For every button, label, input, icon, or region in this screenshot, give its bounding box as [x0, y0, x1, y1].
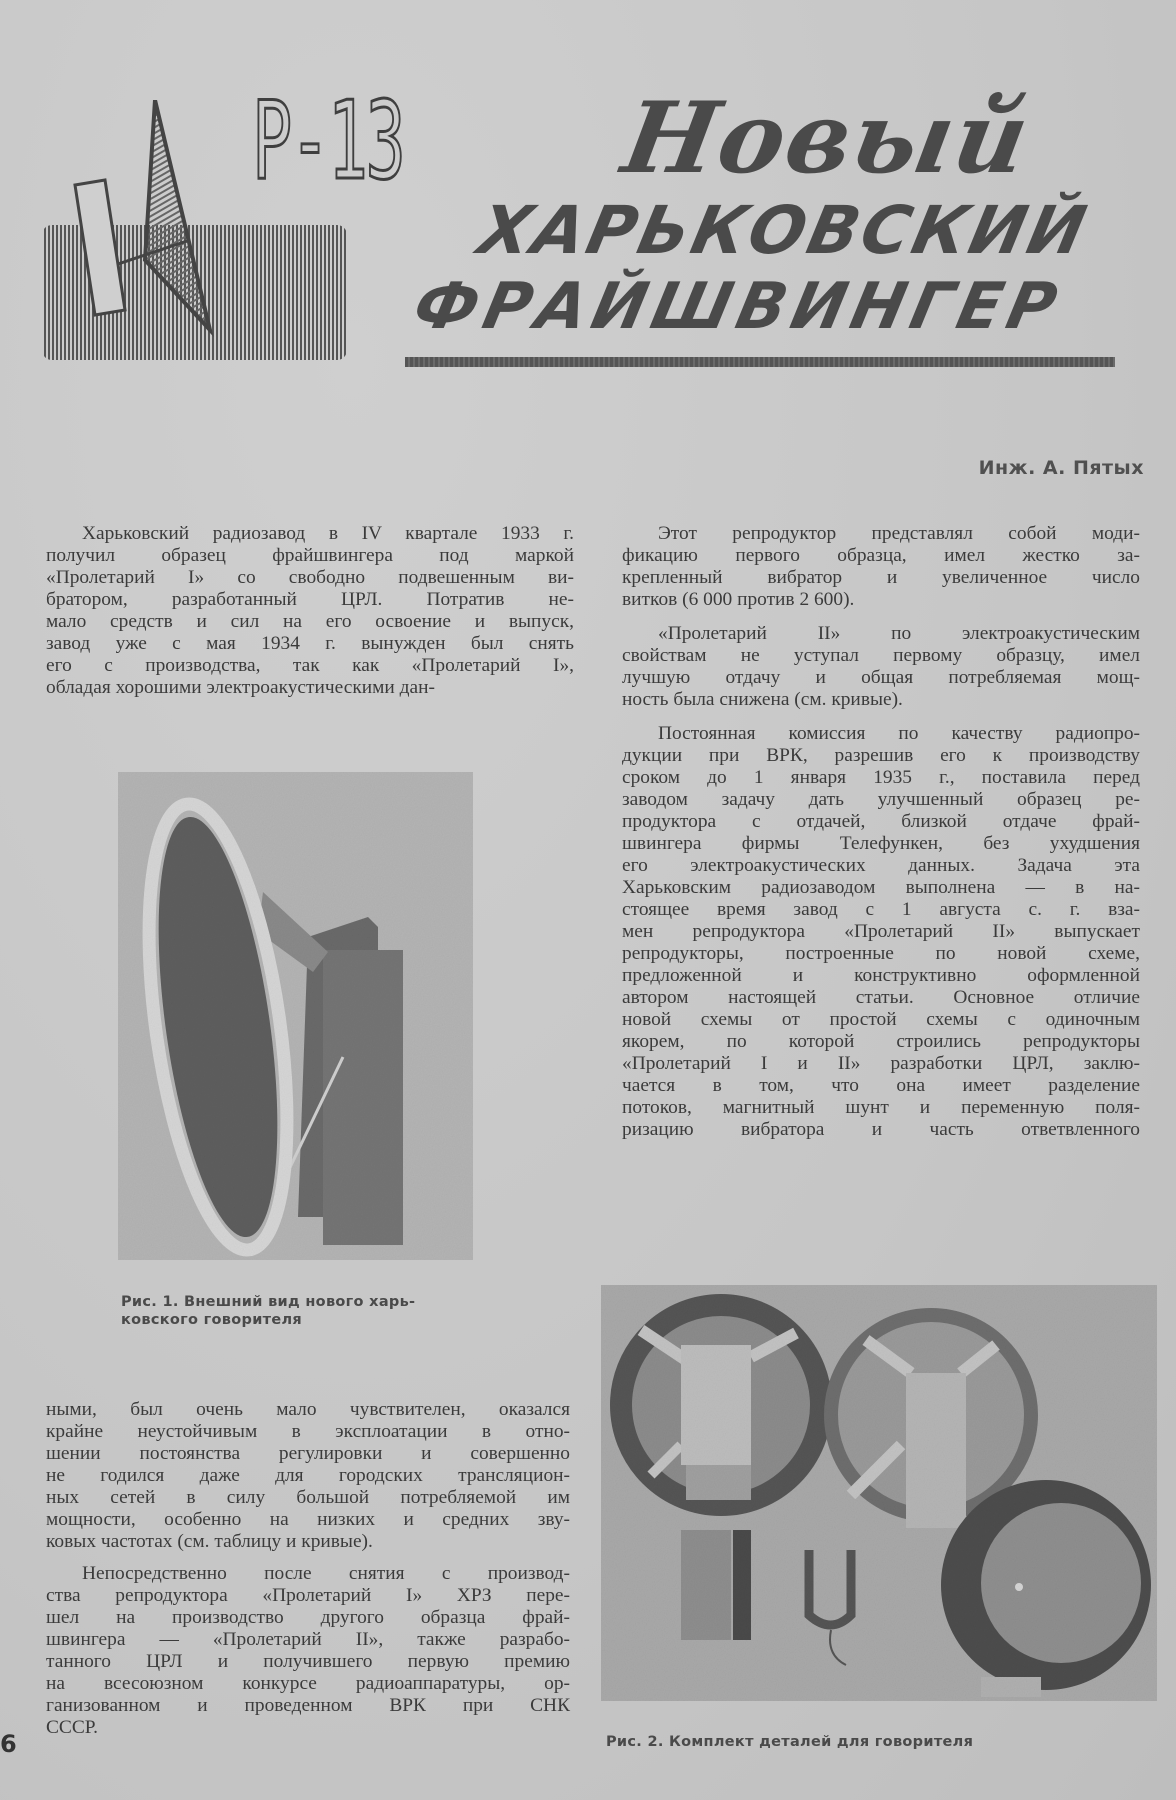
left-column-bottom — [46, 1399, 570, 1749]
text-line: Харьковский радиозавод в IV квартале 1933 г. — [82, 523, 574, 544]
text-line: шении постоянства регулировки и совершенно — [46, 1443, 570, 1464]
text-line: крайне неустойчивым в эксплоатации в отно- — [46, 1421, 570, 1442]
text-line: танного ЦРЛ и получившего первую премию — [46, 1651, 570, 1672]
text-line: ных сетей в силу большой потребляемой им — [46, 1487, 570, 1508]
text-line: ность была снижена (см. кривые). — [622, 689, 903, 710]
magnet-block-left — [681, 1345, 751, 1465]
text-line: автором настоящей статьи. Основное отличие — [622, 987, 1140, 1008]
text-line: ковых частотах (см. таблицу и кривые). — [46, 1531, 373, 1552]
text-line: Харьковским радиозаводом выполнена — в на- — [622, 877, 1140, 898]
paragraph — [622, 723, 1140, 1141]
text-line: лучшую отдачу и общая потребляемая мощ- — [622, 667, 1140, 688]
text-line: витков (6 000 против 2 600). — [622, 589, 855, 610]
caption-line: Рис. 1. Внешний вид нового харь- — [121, 1294, 416, 1310]
text-line: получил образец фрайшвингера под маркой — [46, 545, 574, 566]
text-line: сроком до 1 января 1935 г., поставила перед — [622, 767, 1140, 788]
armature-bar — [733, 1530, 751, 1640]
text-line: не годился даже для городских трансляцион- — [46, 1465, 570, 1486]
text-line: мен репродуктора «Пролетарий II» выпускает — [622, 921, 1140, 942]
caption-line: ковского говорителя — [121, 1312, 303, 1328]
text-line: крепленный вибратор и увеличенное число — [622, 567, 1140, 588]
text-line: шел на производство другого образца фрай- — [46, 1607, 570, 1628]
text-line: его с производства, так как «Пролетарий I», — [46, 655, 574, 676]
magnet-box — [323, 950, 403, 1245]
left-column-top — [46, 523, 574, 699]
text-line: Этот репродуктор представлял собой моди- — [658, 523, 1140, 544]
text-line: ными, был очень мало чувствителен, оказался — [46, 1399, 570, 1420]
paragraph — [46, 1563, 570, 1739]
text-line: «Пролетарий I» со свободно подвешенным ви- — [46, 567, 574, 588]
text-line: братором, разработанный ЦРЛ. Потратив не- — [46, 589, 574, 610]
text-line: предложенной и конструктивно оформленной — [622, 965, 1140, 986]
text-line: мощности, особенно на низких и средних зву- — [46, 1509, 570, 1530]
title-underline-rule — [405, 357, 1115, 367]
paragraph — [622, 523, 1140, 611]
title-line-2: ХАРЬКОВСКИЙ — [471, 192, 1096, 269]
text-line: мало средств и сил на его освоение и выпуск, — [46, 611, 574, 632]
pole-piece — [681, 1530, 731, 1640]
paragraph — [46, 523, 574, 699]
text-line: ризацию вибратора и часть ответвленного — [622, 1119, 1140, 1140]
text-line: «Пролетарий II» по электроакустическим — [658, 623, 1140, 644]
text-line: завод уже с мая 1934 г. вынужден был снять — [46, 633, 574, 654]
paragraph — [622, 623, 1140, 711]
text-line: чается в том, что она имеет разделение — [622, 1075, 1140, 1096]
text-line: на всесоюзном конкурсе радиоаппаратуры, ор- — [46, 1673, 570, 1694]
magnet-block-right — [906, 1373, 966, 1528]
text-line: заводом задачу дать улучшенный образец ре- — [622, 789, 1140, 810]
text-line: новой схемы от простой схемы с одиночным — [622, 1009, 1140, 1030]
author-byline: Инж. А. Пятых — [978, 457, 1144, 479]
page-number: 6 — [0, 1730, 17, 1758]
text-line: продуктора с отдачей, близкой отдаче фрай- — [622, 811, 1140, 832]
right-column — [622, 523, 1140, 1153]
text-line: СССР. — [46, 1717, 99, 1738]
text-line: его электроакустических данных. Задача эта — [622, 855, 1140, 876]
text-line: Постоянная комиссия по качеству радиопро- — [658, 723, 1140, 744]
text-line: ства репродуктора «Пролетарий I» ХРЗ пере- — [46, 1585, 570, 1606]
text-line: свойствам не уступал первому образцу, имел — [622, 645, 1140, 666]
text-line: потоков, магнитный шунт и переменную поля- — [622, 1097, 1140, 1118]
text-line: стоящее время завод с 1 августа с. г. вза- — [622, 899, 1140, 920]
model-number: Р-13 — [252, 79, 404, 204]
title-line-1: Новый — [614, 81, 1039, 196]
text-line: «Пролетарий I и II» разработки ЦРЛ, заклю- — [622, 1053, 1140, 1074]
figure-2-caption: Рис. 2. Комплект деталей для говорителя — [606, 1734, 974, 1750]
text-line: обладая хорошими электроакустическими дан- — [46, 677, 435, 698]
title-line-3: ФРАЙШВИНГЕР — [407, 270, 1069, 344]
text-line: репродукторы, построенные по новой схеме, — [622, 943, 1140, 964]
text-line: ганизованном и проведенном ВРК при СНК — [46, 1695, 570, 1716]
text-line: дукции при ВРК, разрешив его к производству — [622, 745, 1140, 766]
text-line: швингера фирмы Телефункен, без ухудшения — [622, 833, 1140, 854]
text-line: якорем, по которой строились репродукторы — [622, 1031, 1140, 1052]
text-line: Непосредственно после снятия с производ- — [82, 1563, 570, 1584]
figure-2-parts-kit-photo — [601, 1285, 1157, 1701]
paragraph — [46, 1399, 570, 1553]
text-line: швингера — «Пролетарий II», также разрабо- — [46, 1629, 570, 1650]
text-line: фикацию первого образца, имел жестко за- — [622, 545, 1140, 566]
figure-1-loudspeaker-photo — [118, 772, 473, 1260]
figure-1-caption — [121, 1293, 501, 1329]
